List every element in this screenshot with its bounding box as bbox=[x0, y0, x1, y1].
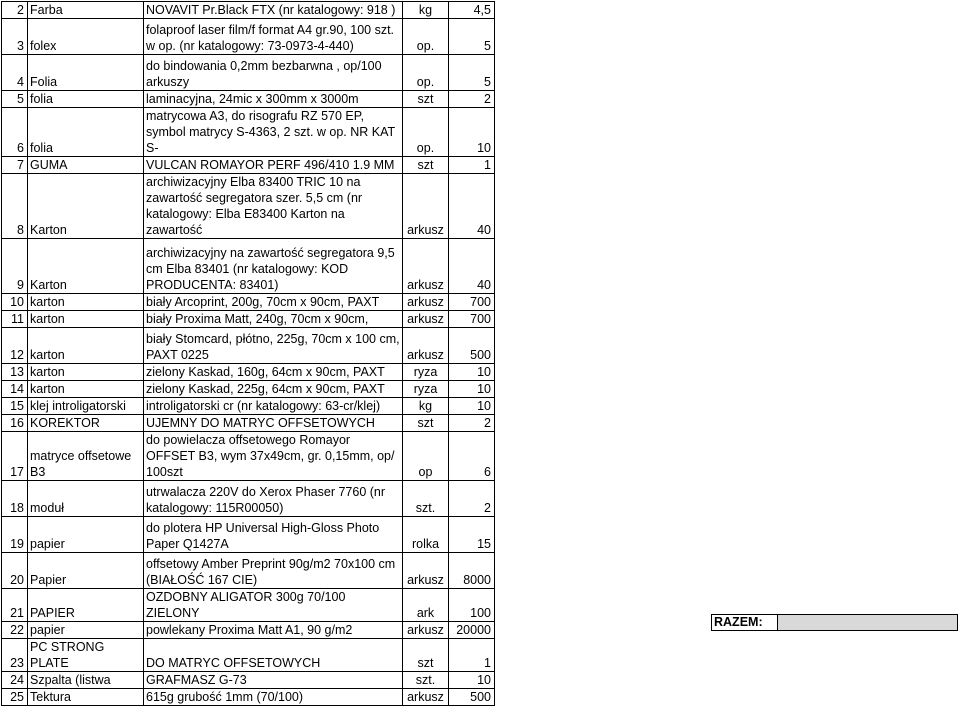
item-name: klej introligatorski bbox=[28, 398, 144, 415]
row-number: 23 bbox=[2, 639, 28, 672]
item-unit: szt bbox=[403, 91, 449, 108]
item-quantity: 700 bbox=[449, 311, 495, 328]
table-row bbox=[2, 381, 495, 398]
item-quantity: 2 bbox=[449, 415, 495, 432]
row-number: 24 bbox=[2, 672, 28, 689]
item-quantity: 8000 bbox=[449, 553, 495, 589]
item-name: karton bbox=[28, 364, 144, 381]
item-name: papier bbox=[28, 622, 144, 639]
row-number: 5 bbox=[2, 91, 28, 108]
item-description: offsetowy Amber Preprint 90g/m2 70x100 cm (BIAŁOŚĆ 167 CIE) bbox=[144, 553, 403, 589]
row-number: 13 bbox=[2, 364, 28, 381]
item-description: biały Stomcard, płótno, 225g, 70cm x 100 cm, PAXT 0225 bbox=[144, 328, 403, 364]
item-unit: op bbox=[403, 432, 449, 481]
row-number: 21 bbox=[2, 589, 28, 622]
table-row bbox=[2, 639, 495, 672]
item-description: laminacyjna, 24mic x 300mm x 3000m bbox=[144, 91, 403, 108]
item-description: GRAFMASZ G-73 bbox=[144, 672, 403, 689]
item-unit: op. bbox=[403, 19, 449, 55]
item-unit: kg bbox=[403, 398, 449, 415]
item-name: matryce offsetowe B3 bbox=[28, 432, 144, 481]
item-description: powlekany Proxima Matt A1, 90 g/m2 bbox=[144, 622, 403, 639]
item-quantity: 5 bbox=[449, 55, 495, 91]
table-row bbox=[2, 311, 495, 328]
table-row bbox=[2, 55, 495, 91]
row-number: 6 bbox=[2, 108, 28, 157]
item-unit: op. bbox=[403, 55, 449, 91]
row-number: 15 bbox=[2, 398, 28, 415]
item-name: moduł bbox=[28, 481, 144, 517]
item-unit: arkusz bbox=[403, 328, 449, 364]
table-row bbox=[2, 481, 495, 517]
item-description: utrwalacza 220V do Xerox Phaser 7760 (nr katalogowy: 115R00050) bbox=[144, 481, 403, 517]
item-description: do plotera HP Universal High-Gloss Photo Paper Q1427A bbox=[144, 517, 403, 553]
item-unit: arkusz bbox=[403, 239, 449, 294]
table-body bbox=[2, 2, 495, 706]
item-quantity: 10 bbox=[449, 381, 495, 398]
table-row bbox=[2, 415, 495, 432]
row-number: 2 bbox=[2, 2, 28, 19]
item-quantity: 15 bbox=[449, 517, 495, 553]
item-name: folia bbox=[28, 91, 144, 108]
item-quantity: 2 bbox=[449, 481, 495, 517]
item-quantity: 10 bbox=[449, 108, 495, 157]
row-number: 19 bbox=[2, 517, 28, 553]
table-row bbox=[2, 157, 495, 174]
item-name: PC STRONG PLATE bbox=[28, 639, 144, 672]
item-unit: ark bbox=[403, 589, 449, 622]
table-row bbox=[2, 553, 495, 589]
item-quantity: 1 bbox=[449, 157, 495, 174]
item-name: karton bbox=[28, 328, 144, 364]
item-quantity: 4,5 bbox=[449, 2, 495, 19]
item-name: karton bbox=[28, 381, 144, 398]
table-row bbox=[2, 689, 495, 706]
item-description: OZDOBNY ALIGATOR 300g 70/100 ZIELONY bbox=[144, 589, 403, 622]
row-number: 10 bbox=[2, 294, 28, 311]
item-unit: szt bbox=[403, 157, 449, 174]
item-quantity: 700 bbox=[449, 294, 495, 311]
item-name: Papier bbox=[28, 553, 144, 589]
item-quantity: 40 bbox=[449, 239, 495, 294]
item-quantity: 10 bbox=[449, 398, 495, 415]
table-row bbox=[2, 108, 495, 157]
item-unit: arkusz bbox=[403, 553, 449, 589]
item-name: GUMA bbox=[28, 157, 144, 174]
item-name: Karton bbox=[28, 239, 144, 294]
item-name: karton bbox=[28, 294, 144, 311]
row-number: 8 bbox=[2, 174, 28, 239]
table-row bbox=[2, 174, 495, 239]
table-row bbox=[2, 2, 495, 19]
table-row bbox=[2, 432, 495, 481]
item-quantity: 10 bbox=[449, 364, 495, 381]
item-unit: szt. bbox=[403, 481, 449, 517]
item-description: DO MATRYC OFFSETOWYCH bbox=[144, 639, 403, 672]
item-name: folex bbox=[28, 19, 144, 55]
item-quantity: 5 bbox=[449, 19, 495, 55]
item-name: folia bbox=[28, 108, 144, 157]
item-quantity: 2 bbox=[449, 91, 495, 108]
item-unit: ryza bbox=[403, 381, 449, 398]
item-unit: arkusz bbox=[403, 311, 449, 328]
item-unit: arkusz bbox=[403, 294, 449, 311]
table-row bbox=[2, 589, 495, 622]
row-number: 16 bbox=[2, 415, 28, 432]
row-number: 9 bbox=[2, 239, 28, 294]
item-quantity: 40 bbox=[449, 174, 495, 239]
item-quantity: 6 bbox=[449, 432, 495, 481]
item-description: introligatorski cr (nr katalogowy: 63-cr/klej) bbox=[144, 398, 403, 415]
item-quantity: 500 bbox=[449, 328, 495, 364]
item-name: Folia bbox=[28, 55, 144, 91]
table-row bbox=[2, 328, 495, 364]
row-number: 7 bbox=[2, 157, 28, 174]
item-description: VULCAN ROMAYOR PERF 496/410 1.9 MM bbox=[144, 157, 403, 174]
item-description: zielony Kaskad, 225g, 64cm x 90cm, PAXT bbox=[144, 381, 403, 398]
item-name: Karton bbox=[28, 174, 144, 239]
item-unit: szt bbox=[403, 415, 449, 432]
item-description: 615g grubość 1mm (70/100) bbox=[144, 689, 403, 706]
item-name: Farba bbox=[28, 2, 144, 19]
item-description: biały Proxima Matt, 240g, 70cm x 90cm, bbox=[144, 311, 403, 328]
item-description: archiwizacyjny Elba 83400 TRIC 10 na zawartość segregatora szer. 5,5 cm (nr katalogowy: Elba E83400 Karton na zawartość bbox=[144, 174, 403, 239]
total-cell bbox=[711, 614, 958, 631]
row-number: 22 bbox=[2, 622, 28, 639]
table-row bbox=[2, 294, 495, 311]
total-label: RAZEM: bbox=[712, 615, 778, 630]
item-description: folaproof laser film/f format A4 gr.90, 100 szt. w op. (nr katalogowy: 73-0973-4-440) bbox=[144, 19, 403, 55]
table-row bbox=[2, 398, 495, 415]
row-number: 3 bbox=[2, 19, 28, 55]
item-name: KOREKTOR bbox=[28, 415, 144, 432]
item-description: zielony Kaskad, 160g, 64cm x 90cm, PAXT bbox=[144, 364, 403, 381]
item-description: matrycowa A3, do risografu RZ 570 EP, symbol matrycy S-4363, 2 szt. w op. NR KAT S- bbox=[144, 108, 403, 157]
item-quantity: 10 bbox=[449, 672, 495, 689]
item-description: archiwizacyjny na zawartość segregatora 9,5 cm Elba 83401 (nr katalogowy: KOD PRODUCENTA: 83401) bbox=[144, 239, 403, 294]
item-name: Tektura bbox=[28, 689, 144, 706]
item-name: PAPIER bbox=[28, 589, 144, 622]
row-number: 14 bbox=[2, 381, 28, 398]
item-quantity: 20000 bbox=[449, 622, 495, 639]
table-row bbox=[2, 239, 495, 294]
row-number: 11 bbox=[2, 311, 28, 328]
table-row bbox=[2, 91, 495, 108]
row-number: 17 bbox=[2, 432, 28, 481]
item-unit: arkusz bbox=[403, 174, 449, 239]
row-number: 12 bbox=[2, 328, 28, 364]
row-number: 4 bbox=[2, 55, 28, 91]
item-description: biały Arcoprint, 200g, 70cm x 90cm, PAXT bbox=[144, 294, 403, 311]
item-unit: szt bbox=[403, 639, 449, 672]
row-number: 25 bbox=[2, 689, 28, 706]
table-row bbox=[2, 672, 495, 689]
item-unit: szt. bbox=[403, 672, 449, 689]
item-unit: ryza bbox=[403, 364, 449, 381]
table-row bbox=[2, 364, 495, 381]
supply-table bbox=[1, 1, 495, 706]
item-description: UJEMNY DO MATRYC OFFSETOWYCH bbox=[144, 415, 403, 432]
table-row bbox=[2, 622, 495, 639]
item-unit: arkusz bbox=[403, 622, 449, 639]
item-unit: rolka bbox=[403, 517, 449, 553]
item-quantity: 100 bbox=[449, 589, 495, 622]
item-description: do bindowania 0,2mm bezbarwna , op/100 arkuszy bbox=[144, 55, 403, 91]
item-quantity: 1 bbox=[449, 639, 495, 672]
item-unit: op. bbox=[403, 108, 449, 157]
row-number: 20 bbox=[2, 553, 28, 589]
item-unit: kg bbox=[403, 2, 449, 19]
item-description: do powielacza offsetowego Romayor OFFSET B3, wym 37x49cm, gr. 0,15mm, op/ 100szt bbox=[144, 432, 403, 481]
item-name: papier bbox=[28, 517, 144, 553]
item-quantity: 500 bbox=[449, 689, 495, 706]
table-row bbox=[2, 517, 495, 553]
item-name: karton bbox=[28, 311, 144, 328]
item-name: Szpalta (listwa bbox=[28, 672, 144, 689]
item-unit: arkusz bbox=[403, 689, 449, 706]
row-number: 18 bbox=[2, 481, 28, 517]
item-description: NOVAVIT Pr.Black FTX (nr katalogowy: 918 ) bbox=[144, 2, 403, 19]
table-row bbox=[2, 19, 495, 55]
